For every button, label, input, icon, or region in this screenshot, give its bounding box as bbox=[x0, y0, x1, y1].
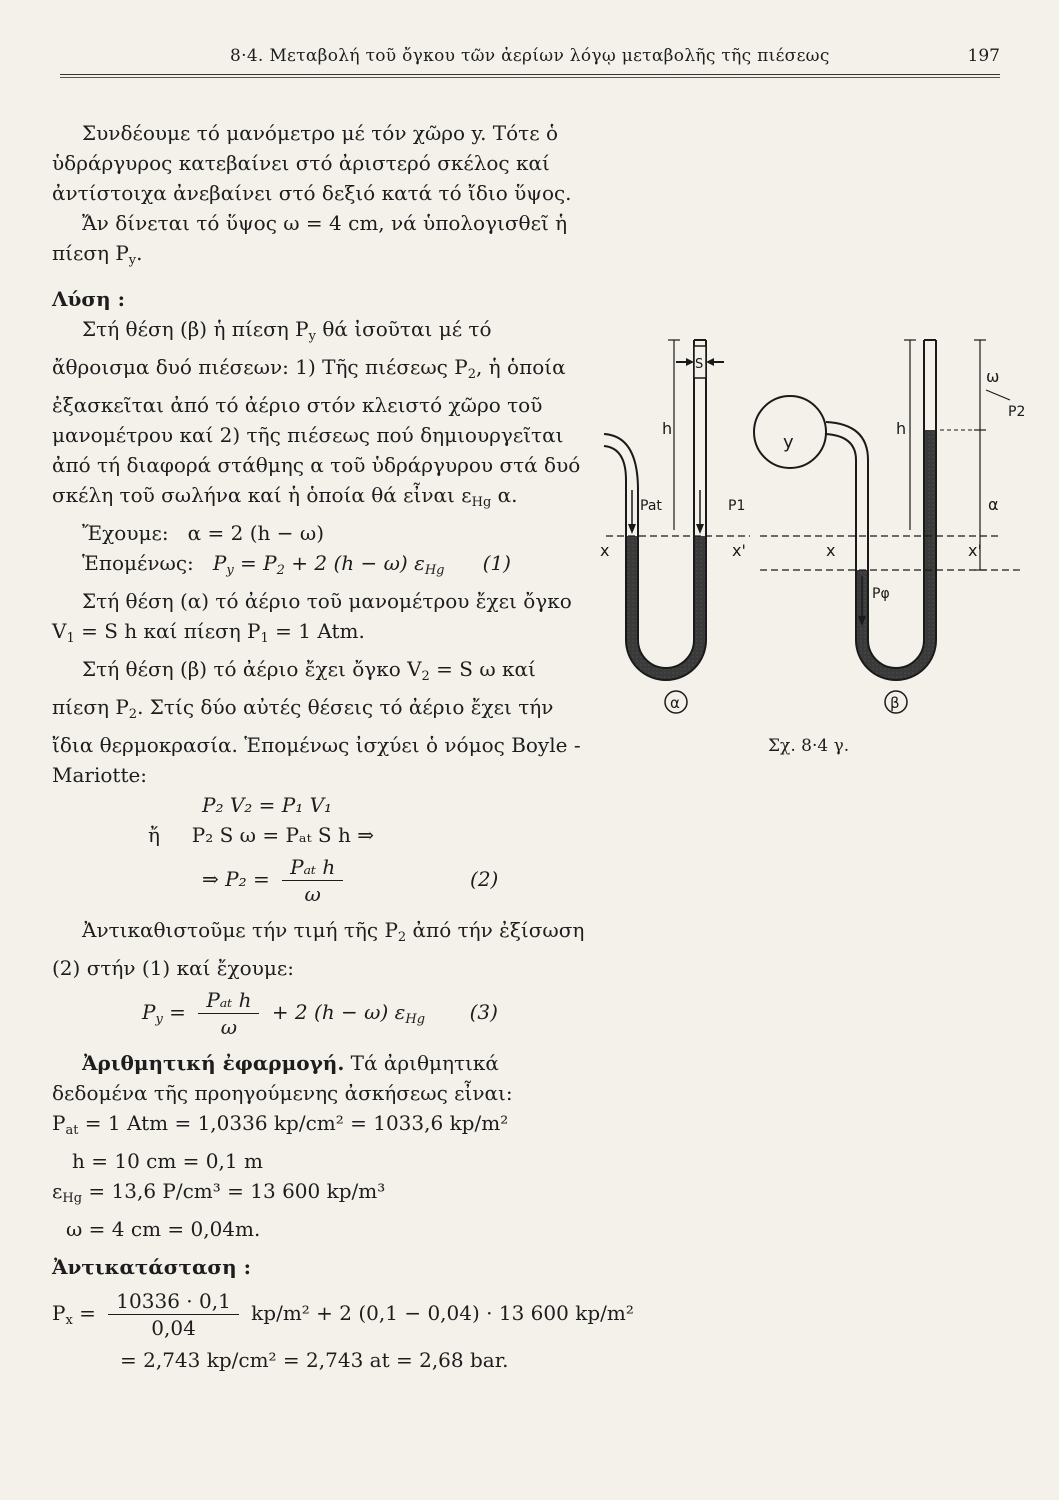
label-omega: ω bbox=[986, 367, 1000, 386]
label-h-left: h bbox=[662, 419, 673, 438]
solution-paragraph-1: Στή θέση (β) ἡ πίεση $P_y$ θά ἰσοῦται μέ τό ἄθροισμα δυό πιέσεων: 1) Τῆς πιέσεως $P_2$, ἡ ὁποία ἐξασκεῖται ἀπό τό ἀέριο στόν κλειστό χῶρο τοῦ μανομέτρου καί 2) τῆς πιέσεως πού δημιουργεῖται ἀπό τή διαφορά στάθμης α τοῦ ὑδράργυρου στά δυό σκέλη τοῦ σωλήνα καί ἡ ὁποία θά εἶναι $\varepsilon_{Hg}$ α. bbox=[52, 317, 581, 510]
solution-paragraph-4: Ἀντικαθιστοῦμε τήν τιμή τῆς $P_2$ ἀπό τήν ἐξίσωση (2) στήν (1) καί ἔχουμε: bbox=[52, 918, 585, 980]
substitution-heading: Ἀντικατάσταση : bbox=[52, 1255, 251, 1279]
label-pat: Pat bbox=[640, 498, 662, 514]
svg-text:β: β bbox=[890, 694, 900, 712]
figure-caption: Σχ. 8·4 γ. bbox=[768, 736, 850, 756]
header-rule-secondary bbox=[60, 77, 1000, 78]
svg-text:α: α bbox=[670, 694, 680, 712]
manometer-diagram bbox=[600, 320, 1026, 730]
main-text-column bbox=[52, 118, 634, 1375]
page-header bbox=[60, 36, 1000, 76]
have-line: Ἔχουμε: α = 2 (h − ω) bbox=[82, 521, 324, 545]
label-s: S bbox=[695, 357, 704, 372]
solution-heading: Λύση : bbox=[52, 287, 126, 311]
header-rule bbox=[60, 74, 1000, 75]
equation-1: Ἑπομένως: $P_y = P_2 + 2$ (h − ω) $\varepsilon_{Hg}$ (1) bbox=[82, 551, 511, 578]
label-y: y bbox=[783, 432, 794, 453]
page-number: 197 bbox=[967, 46, 1000, 66]
equation-3-fraction: $\frac{\text{Pₐₜ h}}{\omega}$ bbox=[198, 987, 259, 1040]
boyle-mariotte-equation: P₂ V₂ = P₁ V₁ bbox=[202, 793, 333, 817]
substitution-fraction: $\frac{10336 \cdot 0,1}{0,04}$ bbox=[108, 1288, 239, 1341]
figure-labels bbox=[600, 357, 1025, 602]
application-line-1: $P_{at} = 1$ Atm = 1,0336 kp/cm² = 1033,6 kp/m² bbox=[52, 1111, 509, 1138]
label-pphi: Pφ bbox=[872, 586, 890, 602]
equation-2-fraction: $\frac{\text{Pₐₜ h}}{\omega}$ bbox=[282, 854, 343, 907]
equation-2: ⇒ P₂ = $\frac{\text{Pₐₜ h}}{\omega}$ (2) bbox=[202, 855, 499, 906]
label-xprime-right: x' bbox=[968, 541, 982, 560]
intro-paragraph-2: Ἄν δίνεται τό ὕψος ω = 4 cm, νά ὑπολογισθεῖ ἡ πίεση $P_y$. bbox=[52, 211, 568, 268]
application-line-3: $\varepsilon_{Hg} = 13,6$ P/cm³ = 13 600 kp/m³ bbox=[52, 1179, 386, 1206]
application-paragraph: Ἀριθμητική ἐφαρμογή. Τά ἀριθμητικά δεδομένα τῆς προηγούμενης ἀσκήσεως εἶναι: bbox=[52, 1051, 513, 1105]
label-p1: P1 bbox=[728, 498, 746, 514]
label-x-left: x bbox=[600, 541, 610, 560]
label-alpha: α bbox=[988, 495, 999, 514]
equation-3: $P_y$ = $\frac{\text{Pₐₜ h}}{\omega}$ + 2 (h − ω) $\varepsilon_{Hg}$ (3) bbox=[142, 988, 498, 1039]
application-line-4: ω = 4 cm = 0,04m. bbox=[66, 1217, 261, 1241]
application-line-2: h = 10 cm = 0,1 m bbox=[72, 1149, 263, 1173]
running-title: 8·4. Μεταβολή τοῦ ὄγκου τῶν ἀερίων λόγῳ μεταβολῆς τῆς πιέσεως bbox=[230, 46, 830, 66]
boyle-mariotte-equation-2: ἤ P₂ S ω = Pₐₜ S h ⇒ bbox=[148, 823, 374, 847]
manometer-figure bbox=[600, 320, 1026, 760]
solution-paragraph-3: Στή θέση (β) τό ἀέριο ἔχει ὄγκο $V_2 = S$ ω καί πίεση $P_2$. Στίς δύο αὐτές θέσεις τό ἀέριο ἔχει τήν ἴδια θερμοκρασία. Ἑπομένως ἰσχύει ὁ νόμος Boyle - Mariotte: bbox=[52, 657, 581, 787]
intro-paragraph-1: Συνδέουμε τό μανόμετρο μέ τόν χῶρο y. Τότε ὁ ὑδράργυρος κατεβαίνει στό ἀριστερό σκέλος καί ἀντίστοιχα ἀνεβαίνει στό δεξιό κατά τό ἴδιο ὕψος. bbox=[52, 121, 572, 205]
substitution-result: = 2,743 kp/cm² = 2,743 at = 2,68 bar. bbox=[120, 1348, 509, 1372]
subfigure-label-b bbox=[885, 691, 907, 713]
substitution-equation: $P_x$ = $\frac{10336 \cdot 0,1}{0,04}$ kp/m² + 2 (0,1 − 0,04) · 13 600 kp/m² bbox=[52, 1289, 634, 1340]
subfigure-label-a bbox=[665, 691, 687, 713]
label-h-right: h bbox=[896, 419, 907, 438]
label-xprime-left: x' bbox=[732, 541, 746, 560]
label-x-right: x bbox=[826, 541, 836, 560]
solution-paragraph-2: Στή θέση (α) τό ἀέριο τοῦ μανομέτρου ἔχει ὄγκο $V_1 = S$ h καί πίεση $P_1 = 1$ Atm. bbox=[52, 589, 572, 646]
manometer-b bbox=[754, 340, 1020, 680]
label-p2: P2 bbox=[1008, 404, 1026, 420]
